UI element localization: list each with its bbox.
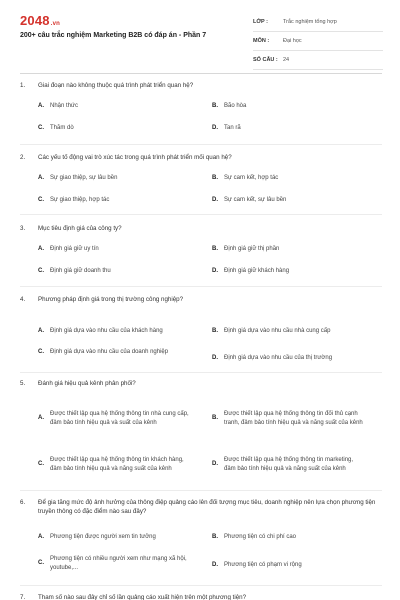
option-text: Bão hòa: [224, 103, 247, 109]
option-letter: B.: [212, 534, 218, 540]
option-letter: A.: [38, 415, 44, 422]
option-text: Phương tiện được người xem tin tưởng: [50, 534, 156, 540]
option-text: Được thiết lập qua hệ thống thông tin nhà cung cấp, đảm bảo tính hiệu quả và suất của kênh: [50, 411, 189, 426]
option-c[interactable]: [38, 456, 190, 473]
meta-value: Đại học: [283, 38, 302, 44]
logo-main: 2048: [20, 13, 50, 28]
option-c[interactable]: [38, 124, 190, 133]
question-text: Các yếu tố động vai trò xúc tác trong quá trình phát triển mối quan hệ?: [38, 154, 232, 161]
question-number: 1.: [20, 82, 26, 89]
question-4: [20, 295, 385, 364]
question-2: [20, 153, 385, 202]
question-5: [20, 379, 385, 488]
option-letter: D.: [212, 461, 218, 468]
option-a[interactable]: [38, 327, 190, 336]
option-text: Sự cam kết, hợp tác: [224, 175, 279, 181]
header-divider: [20, 73, 382, 74]
option-d[interactable]: [212, 196, 364, 205]
option-letter: A.: [38, 328, 44, 334]
option-text: Định giá dựa vào nhu cầu của doanh nghiệp: [50, 349, 169, 355]
option-d[interactable]: [212, 267, 364, 276]
option-c[interactable]: [38, 196, 190, 205]
meta-value: Trắc nghiệm tổng hợp: [283, 19, 337, 25]
option-b[interactable]: [212, 327, 364, 336]
option-d[interactable]: [212, 561, 364, 570]
question-divider: [20, 144, 382, 145]
question-number: 2.: [20, 154, 26, 161]
option-letter: A.: [38, 175, 44, 181]
question-text: Phương pháp định giá trong thị trường công nghiệp?: [38, 296, 184, 303]
question-number: 4.: [20, 296, 26, 303]
option-text: Sự giao thiệp, sự lâu bền: [50, 175, 118, 181]
option-letter: D.: [212, 197, 218, 203]
option-text: Nhận thức: [50, 103, 79, 109]
question-number: 5.: [20, 380, 26, 387]
option-letter: A.: [38, 103, 44, 109]
option-letter: C.: [38, 560, 44, 567]
option-letter: A.: [38, 534, 44, 540]
question-text: Đánh giá hiệu quả kênh phân phối?: [38, 380, 136, 387]
question-divider: [20, 585, 382, 586]
question-text: Mục tiêu định giá của công ty?: [38, 225, 122, 232]
meta-row-count: [253, 51, 383, 70]
option-letter: C.: [38, 349, 44, 355]
option-letter: B.: [212, 175, 218, 181]
option-text: Được thiết lập qua hệ thống thông tin khách hàng, đảm bảo tính hiệu quả và năng suất của kênh: [50, 457, 184, 472]
logo-suffix: .vn: [50, 21, 61, 27]
option-text: Được thiết lập qua hệ thống thông tin marketing, đảm bảo tính hiệu quả và năng suất của kênh: [224, 457, 354, 472]
question-divider: [20, 490, 382, 491]
option-letter: A.: [38, 246, 44, 252]
option-a[interactable]: [38, 174, 190, 183]
option-text: Phương tiện có chi phí cao: [224, 534, 296, 540]
option-b[interactable]: [212, 410, 364, 427]
option-d[interactable]: [212, 456, 364, 473]
option-c[interactable]: [38, 267, 190, 276]
option-text: Định giá dựa vào nhu cầu nhà cung cấp: [224, 328, 331, 334]
meta-row-class: [253, 13, 383, 32]
question-number: 7.: [20, 594, 26, 600]
question-divider: [20, 372, 382, 373]
option-text: Sự cam kết, sự lâu bền: [224, 197, 287, 203]
question-1: [20, 81, 385, 130]
option-letter: B.: [212, 103, 218, 109]
option-b[interactable]: [212, 245, 364, 254]
option-text: Thăm dò: [50, 125, 74, 131]
option-letter: B.: [212, 328, 218, 334]
option-d[interactable]: [212, 124, 364, 133]
question-text: Giai đoạn nào không thuộc quá trình phát triển quan hệ?: [38, 82, 194, 89]
meta-key: SỐ CÂU :: [253, 57, 278, 63]
question-number: 6.: [20, 499, 26, 506]
option-text: Được thiết lập qua hệ thống thông tin đối thủ cạnh tranh, đảm bảo tính hiệu quả và năng suất của kênh: [224, 411, 363, 426]
option-d[interactable]: [212, 354, 364, 363]
option-letter: C.: [38, 268, 44, 274]
question-divider: [20, 214, 382, 215]
option-text: Định giá dựa vào nhu cầu của khách hàng: [50, 328, 163, 334]
option-c[interactable]: [38, 348, 190, 357]
question-text: Để gia tăng mức độ ảnh hưởng của thông điệp quảng cáo lên đối tượng mục tiêu, doanh nghiệp nên lựa chọn phương tiện truyền thông có đặc điểm nào sau đây?: [38, 499, 376, 515]
option-text: Sự giao thiệp, hợp tác: [50, 197, 110, 203]
meta-value: 24: [283, 57, 290, 63]
option-letter: D.: [212, 125, 218, 131]
option-c[interactable]: [38, 555, 190, 572]
meta-key: MÔN :: [253, 38, 270, 44]
option-letter: D.: [212, 562, 218, 568]
meta-key: LỚP :: [253, 19, 268, 25]
option-text: Phương tiện có nhiều người xem như mạng xã hội, youtube,...: [50, 556, 187, 571]
option-letter: C.: [38, 461, 44, 468]
option-a[interactable]: [38, 410, 190, 427]
question-3: [20, 224, 385, 273]
page-header: [0, 0, 400, 75]
option-text: Định giá giữ thị phần: [224, 246, 280, 252]
option-text: Định giá giữ khách hàng: [224, 268, 290, 274]
question-number: 3.: [20, 225, 26, 232]
option-b[interactable]: [212, 102, 364, 111]
option-letter: B.: [212, 415, 218, 422]
document-title: 200+ câu trắc nghiệm Marketing B2B có đáp án - Phần 7: [20, 32, 207, 39]
site-logo[interactable]: [20, 13, 60, 28]
option-letter: C.: [38, 197, 44, 203]
option-letter: B.: [212, 246, 218, 252]
meta-row-subject: [253, 32, 383, 51]
option-b[interactable]: [212, 533, 364, 542]
option-b[interactable]: [212, 174, 364, 183]
option-letter: D.: [212, 355, 218, 361]
option-a[interactable]: [38, 245, 190, 254]
option-a[interactable]: [38, 533, 190, 542]
meta-info: [253, 13, 383, 70]
option-letter: D.: [212, 268, 218, 274]
option-text: Định giá dựa vào nhu cầu của thị trường: [224, 355, 333, 361]
option-text: Tan rã: [224, 125, 241, 131]
option-text: Phương tiện có phạm vi rộng: [224, 562, 302, 568]
option-text: Định giá giữ doanh thu: [50, 268, 111, 274]
question-divider: [20, 286, 382, 287]
option-a[interactable]: [38, 102, 190, 111]
question-6: [20, 498, 385, 586]
option-letter: C.: [38, 125, 44, 131]
question-7: [20, 593, 385, 600]
option-text: Định giá giữ uy tín: [50, 246, 99, 252]
question-text: Tham số nào sau đây chỉ số lần quảng cáo xuất hiện trên một phương tiện?: [38, 594, 247, 600]
